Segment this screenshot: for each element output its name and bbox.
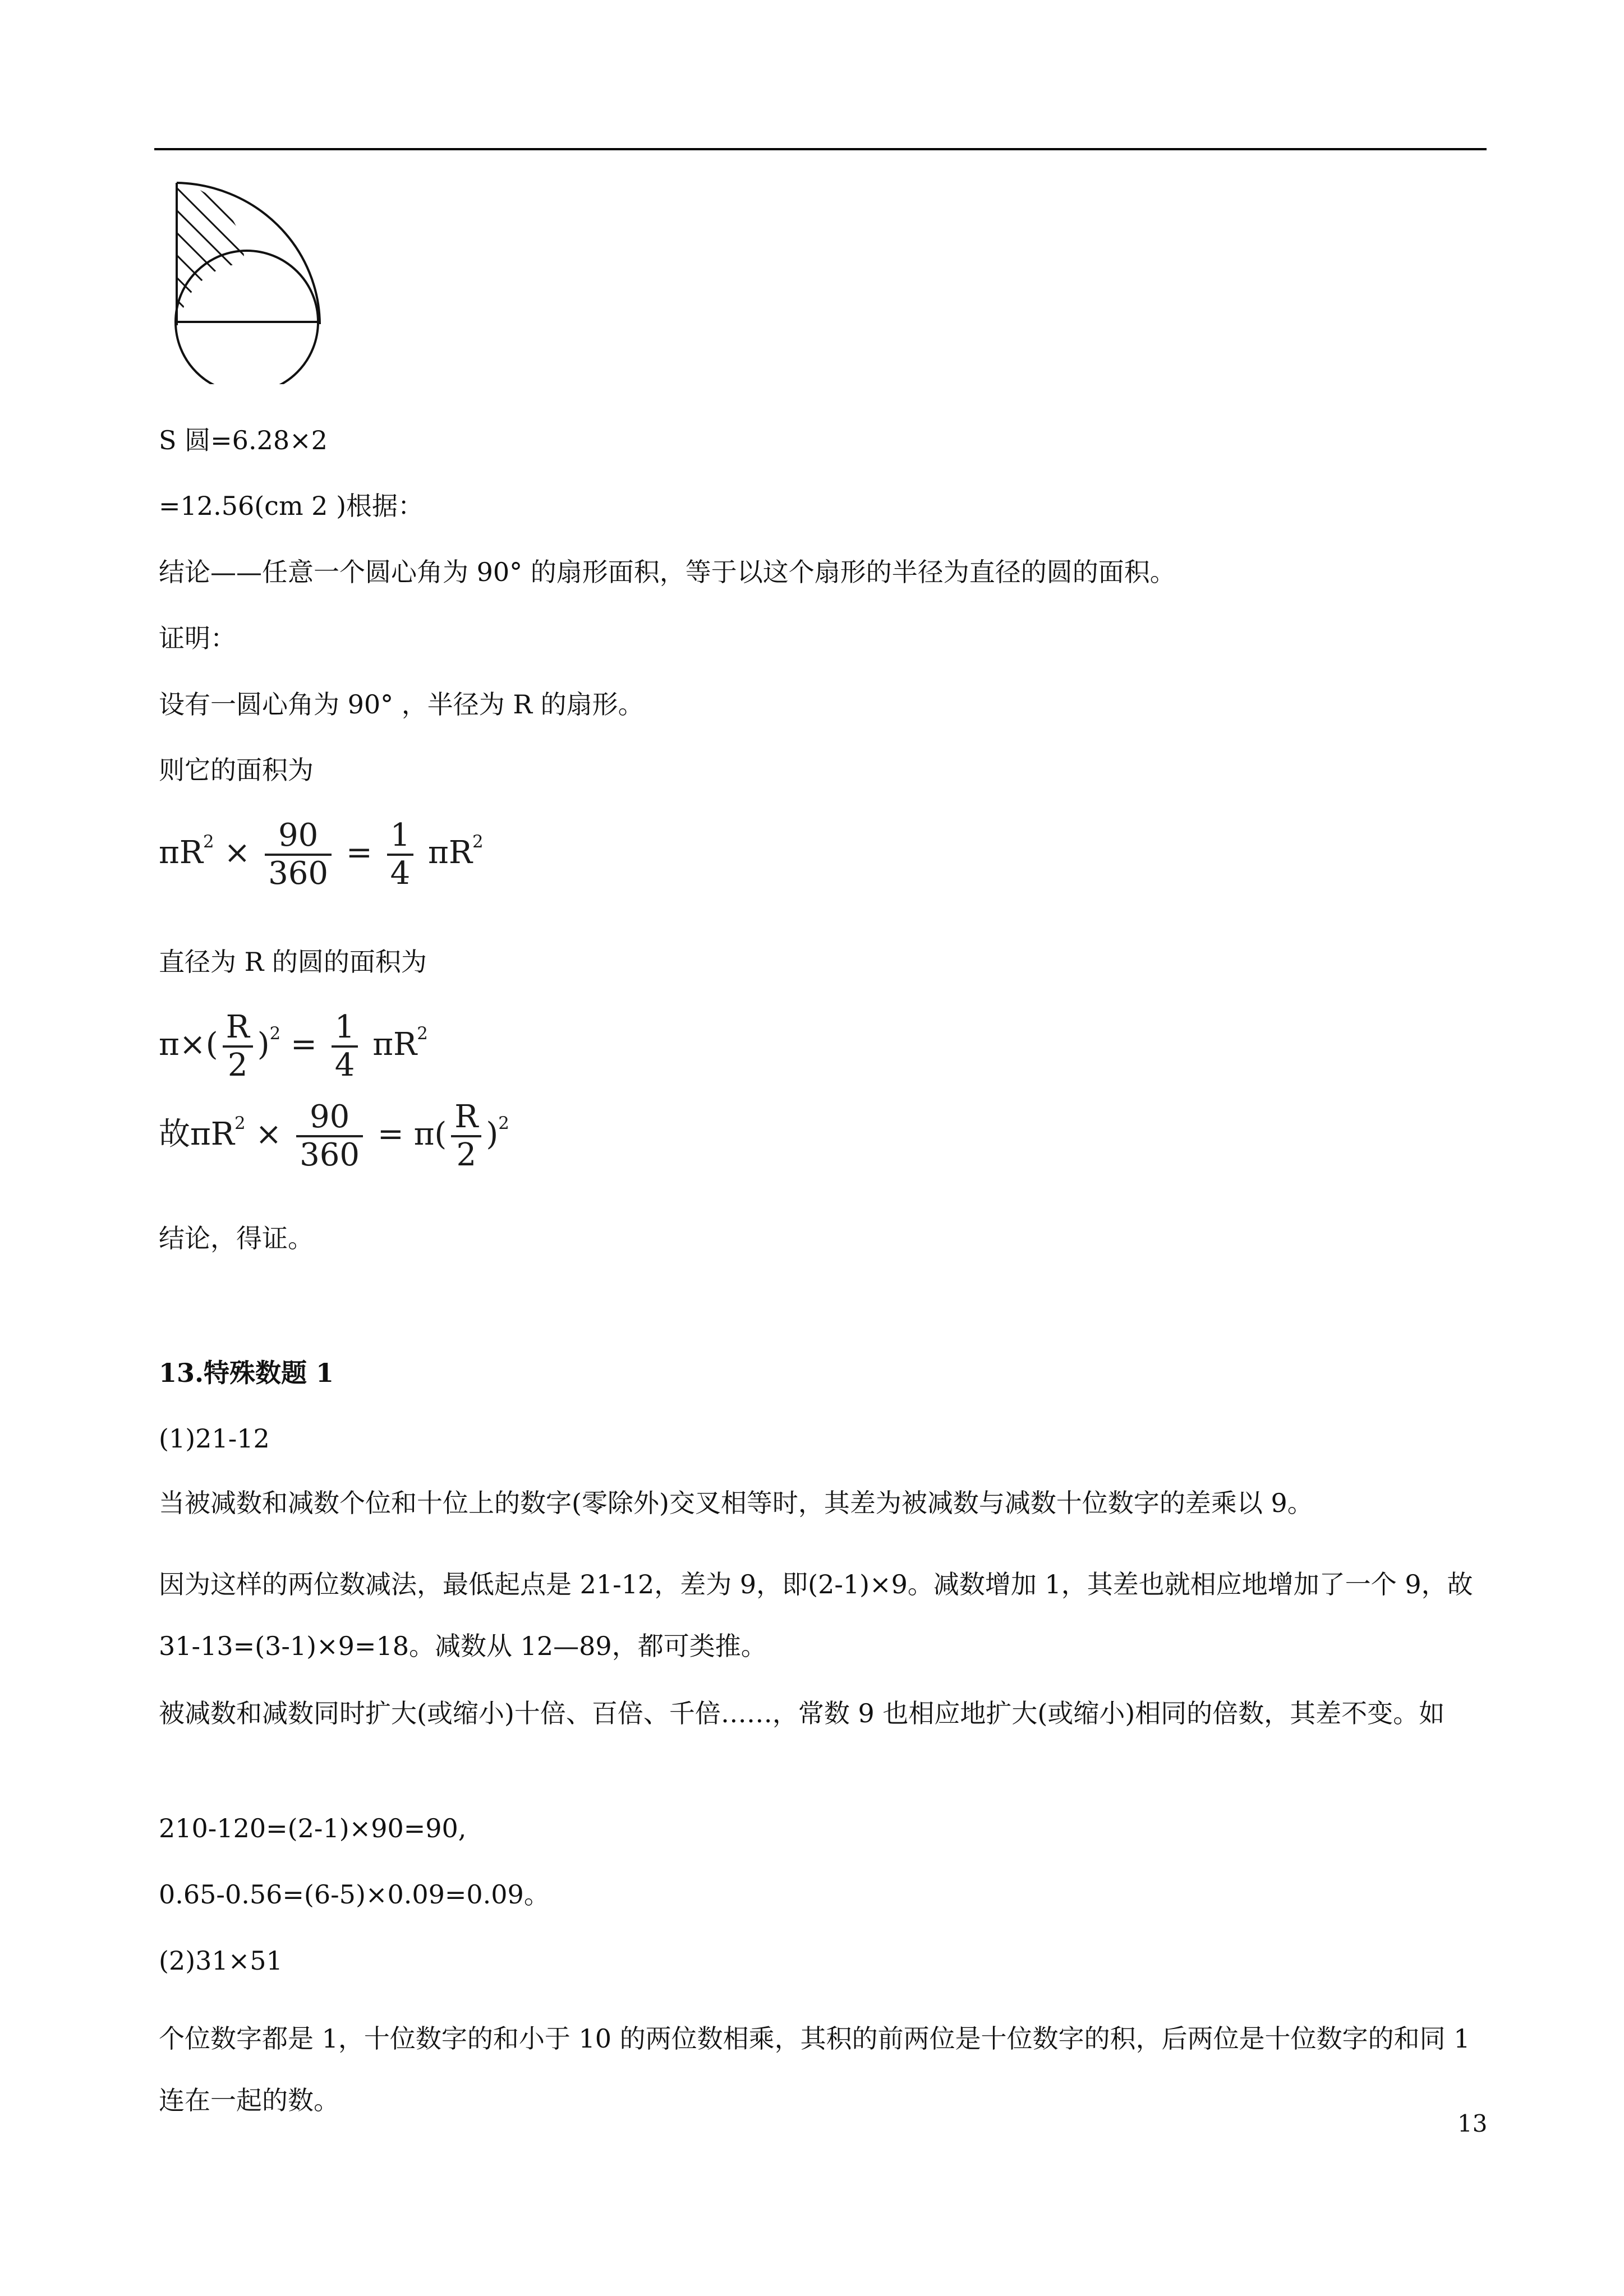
text-line: 则它的面积为 <box>159 755 314 785</box>
text-line: 210-120=(2-1)×90=90, <box>159 1813 467 1843</box>
paragraph: 因为这样的两位数减法，最低起点是 21-12，差为 9，即(2-1)×9。减数增加 1，其差也就相应地增加了一个 9，故 31-13=(3-1)×9=18。减数从 12—89，都可类推。 <box>159 1569 1473 1661</box>
text-line: 0.65-0.56=(6-5)×0.09=0.09。 <box>159 1879 550 1910</box>
paragraph: 被减数和减数同时扩大(或缩小)十倍、百倍、千倍……，常数 9 也相应地扩大(或缩小)相同的倍数，其差不变。如 <box>159 1698 1445 1728</box>
text-line: 直径为 R 的圆的面积为 <box>159 947 427 977</box>
formula-circle-area: π×( $\frac{R}{2}$ )$^2$ = $\frac{1}{4}$ $\pi R^2$ <box>159 1009 428 1084</box>
text-line: 设有一圆心角为 90° ，半径为 R 的扇形。 <box>159 689 644 720</box>
header-rule <box>154 148 1487 150</box>
text-line: 结论，得证。 <box>159 1223 314 1253</box>
text-line: 当被减数和减数个位和十位上的数字(零除外)交叉相等时，其差为被减数与减数十位数字的差乘以 9。 <box>159 1488 1313 1518</box>
formula-conclusion: 故$\pi R^2$ × $\frac{90}{360}$ = π( $\frac{R}{2}$ )$^2$ <box>159 1099 509 1174</box>
page-number: 13 <box>1457 2110 1488 2137</box>
text-line: (1)21-12 <box>159 1423 270 1454</box>
sector-circle-figure <box>157 179 342 384</box>
text-line: 结论——任意一个圆心角为 90° 的扇形面积，等于以这个扇形的半径为直径的圆的面积。 <box>159 557 1176 587</box>
text-line: 证明： <box>159 623 236 653</box>
section-heading: 13.特殊数题 1 <box>159 1358 334 1388</box>
text-line: (2)31×51 <box>159 1945 283 1976</box>
text-line: =12.56(cm 2 )根据： <box>159 491 424 521</box>
text-line: S 圆=6.28×2 <box>159 425 328 455</box>
formula-sector-area: $\pi R^2$ × $\frac{90}{360}$ = $\frac{1}{4}$ $\pi R^2$ <box>159 817 484 892</box>
paragraph: 个位数字都是 1，十位数字的和小于 10 的两位数相乘，其积的前两位是十位数字的积，后两位是十位数字的和同 1 连在一起的数。 <box>159 2023 1470 2115</box>
